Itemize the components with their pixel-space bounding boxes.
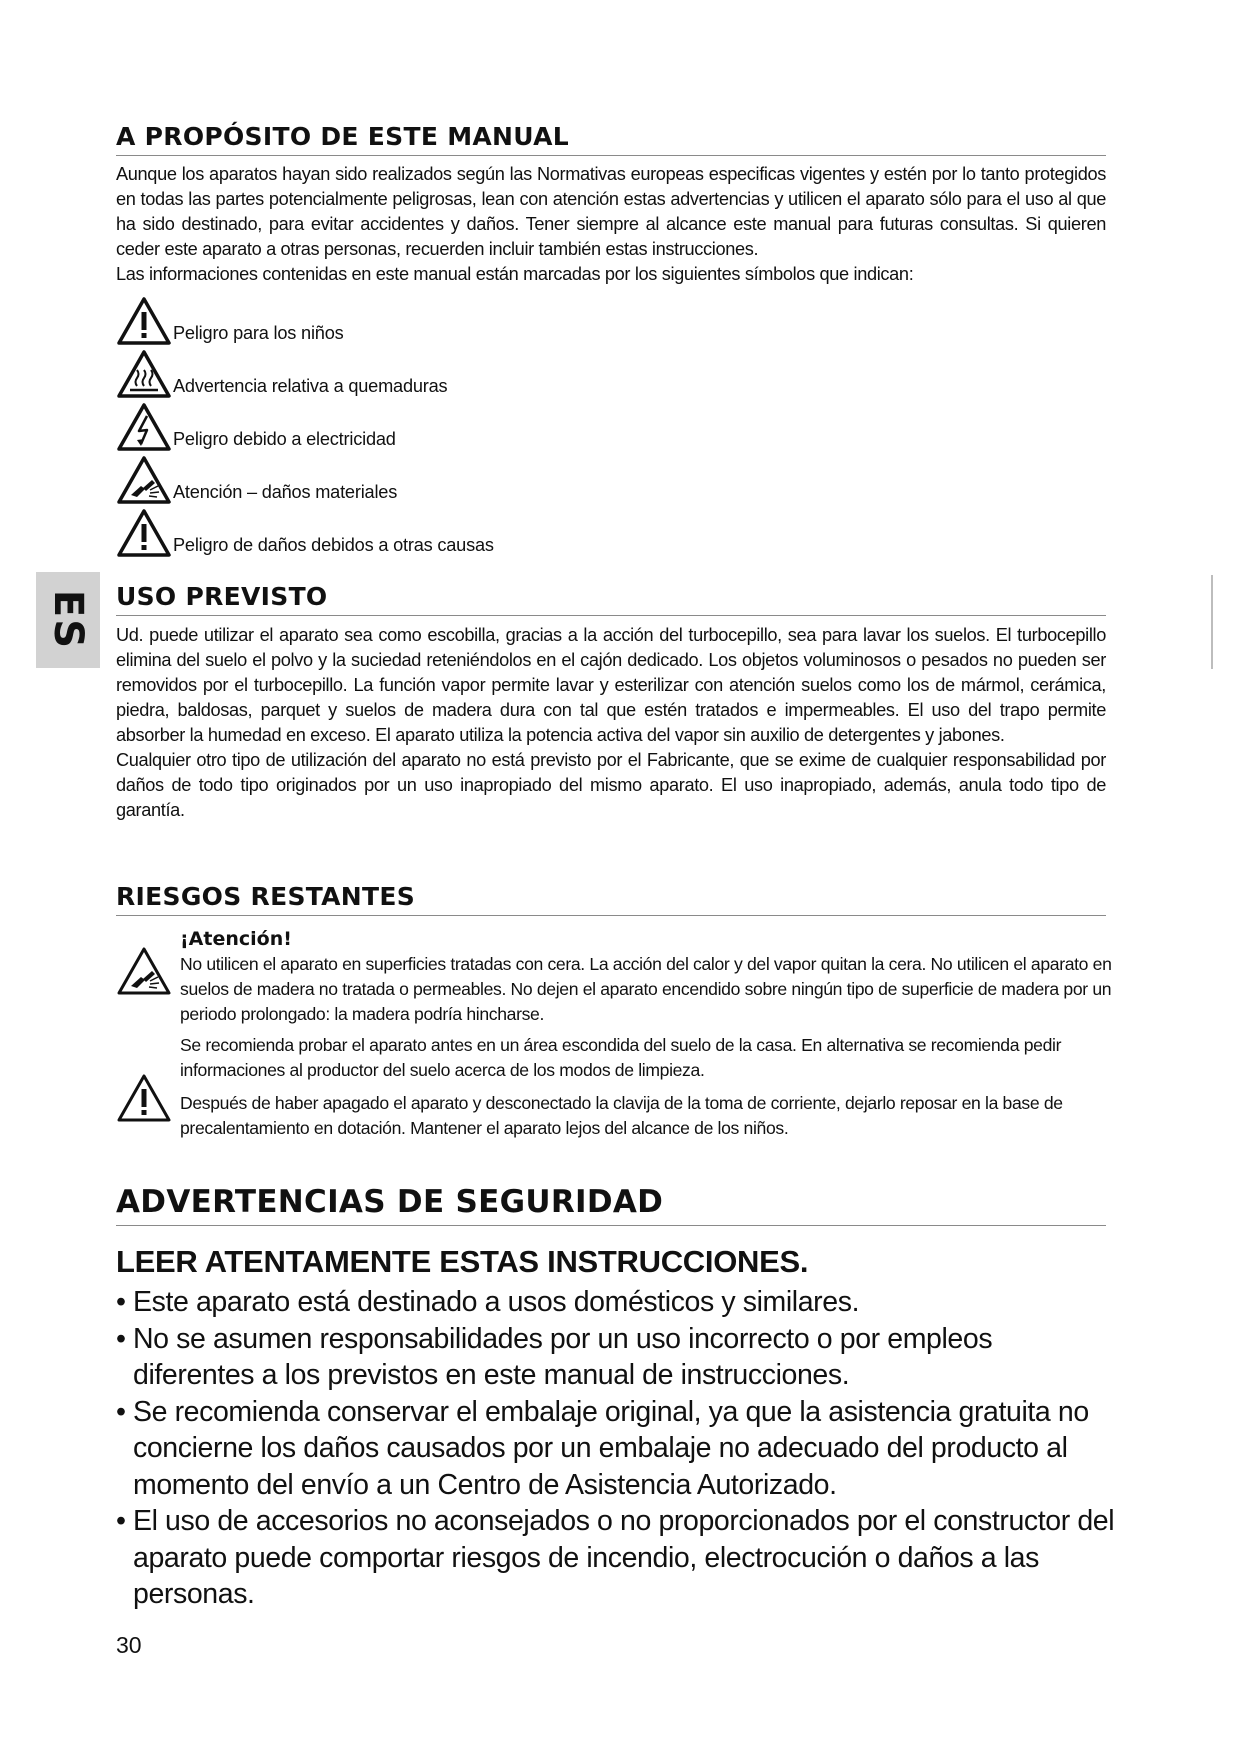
warning-exclamation-icon (116, 296, 172, 346)
symbol-row (116, 293, 1106, 346)
language-tab (36, 572, 100, 668)
symbols-intro: Las informaciones contenidas en este manual están marcadas por los siguientes símbolos que indican: (116, 264, 914, 284)
section-safety (116, 1184, 1116, 1613)
language-tab-label: ES (44, 589, 91, 651)
section-title-intended-use: USO PREVISTO (116, 582, 1106, 616)
symbol-row (116, 346, 1106, 399)
warning-exclamation-icon (116, 508, 172, 558)
electricity-icon (116, 402, 172, 452)
section-title-safety: ADVERTENCIAS DE SEGURIDAD (116, 1184, 1106, 1226)
read-instructions-title: LEER ATENTAMENTE ESTAS INSTRUCCIONES. (116, 1244, 809, 1279)
symbol-label: Peligro para los niños (173, 323, 344, 343)
section-residual-risks (116, 882, 1116, 1141)
material-damage-icon (116, 946, 172, 996)
symbol-list (116, 293, 1106, 558)
safety-list (116, 1284, 1116, 1613)
list-item: • No se asumen responsabilidades por un uso incorrecto o por empleos diferentes a los previstos en este manual de instrucciones. (116, 1321, 1116, 1394)
list-item: • Este aparato está destinado a usos domésticos y similares. (116, 1284, 1116, 1321)
attention-title: ¡Atención! (180, 928, 292, 950)
section-intended-use (116, 582, 1106, 823)
recommendation-block (116, 1033, 1116, 1141)
section-about (116, 122, 1106, 558)
warning-exclamation-icon (116, 1073, 172, 1123)
list-item: • Se recomienda conservar el embalaje original, ya que la asistencia gratuita no concierne los daños causados por un embalaje no adecuado del producto al momento del envío a un Centro de Asistencia Autorizado. (116, 1394, 1116, 1504)
intended-use-paragraph: Ud. puede utilizar el aparato sea como escobilla, gracias a la acción del turbocepillo, sea para lavar los suelos. El turbocepillo elimina del suelo el polvo y la suciedad reteniéndolos en el cajón dedicado. Los objetos voluminosos o pesados no pueden ser removidos por el turbocepillo. La función vapor permite lavar y esterilizar con atención suelos como los de mármol, cerámica, piedra, baldosas, parquet y suelos de madera dura con tal que estén tratados e impermeables. El uso del trapo permite absorber la humedad en exceso. El aparato utiliza la potencia activa del vapor sin auxilio de detergentes y jabones. (116, 625, 1106, 745)
list-item: • El uso de accesorios no aconsejados o no proporcionados por el constructor del aparato puede comportar riesgos de incendio, electrocución o daños a las personas. (116, 1503, 1116, 1613)
symbol-row (116, 452, 1106, 505)
after-use-text: Después de haber apagado el aparato y desconectado la clavija de la toma de corriente, dejarlo reposar en la base de precalentamiento en dotación. Mantener el aparato lejos del alcance de los niños. (180, 1093, 1063, 1138)
attention-text: No utilicen el aparato en superficies tratadas con cera. La acción del calor y del vapor quitan la cera. No utilicen el aparato en suelos de madera no tratada o permeables. No dejen el aparato encendido sobre ningún tipo de superficie de madera por un periodo prolongado: la madera podría hincharse. (180, 954, 1112, 1024)
recommendation-text: Se recomienda probar el aparato antes en un área escondida del suelo de la casa. En alternativa se recomienda pedir informaciones al productor del suelo acerca de los modos de limpieza. (180, 1035, 1062, 1080)
symbol-label: Atención – daños materiales (173, 482, 398, 502)
symbol-row (116, 505, 1106, 558)
symbol-row (116, 399, 1106, 452)
attention-block (116, 928, 1116, 1027)
symbol-label: Advertencia relativa a quemaduras (173, 376, 448, 396)
about-paragraph: Aunque los aparatos hayan sido realizados según las Normativas europeas especificas vigentes y estén por lo tanto protegidos en todas las partes potencialmente peligrosas, lean con atención estas advertencias y utilicen el aparato sólo para el uso al que ha sido destinado, para evitar accidentes y daños. Tener siempre al alcance este manual para futuras consultas. Si quieren ceder este aparato a otras personas, recuerden incluir también estas instrucciones. (116, 164, 1106, 259)
edge-mark (1211, 575, 1213, 669)
intended-use-paragraph: Cualquier otro tipo de utilización del aparato no está previsto por el Fabricante, que se exime de cualquier responsabilidad por daños de todo tipo originados por un uso inapropiado del mismo aparato. El uso inapropiado, además, anula todo tipo de garantía. (116, 750, 1106, 820)
hot-surface-icon (116, 349, 172, 399)
symbol-label: Peligro debido a electricidad (173, 429, 396, 449)
page-number: 30 (116, 1632, 142, 1658)
material-damage-icon (116, 455, 172, 505)
section-title-residual-risks: RIESGOS RESTANTES (116, 882, 1106, 916)
section-title-about: A PROPÓSITO DE ESTE MANUAL (116, 122, 1106, 156)
symbol-label: Peligro de daños debidos a otras causas (173, 535, 494, 555)
